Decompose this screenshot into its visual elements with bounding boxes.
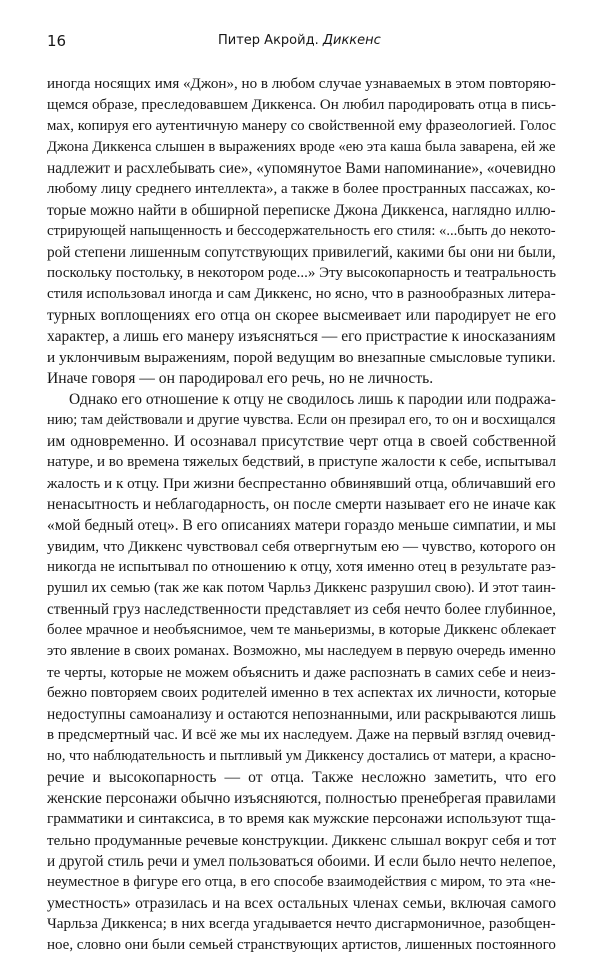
text-line: Джона Диккенса слышен в выражениях вроде «ею эта каша была заварена, ей же (47, 139, 556, 155)
running-header (0, 30, 600, 54)
text-line: им одновременно. И осознавал присутствие черт отца в своей собственной (47, 433, 556, 450)
running-head-title (218, 33, 381, 48)
text-line: и уклончивым выражениям, порой ведущим во внезапные смысловые тупики. (47, 349, 556, 366)
text-line: мах, копируя его аутентичную манеру со свойственной ему фразеологией. Голос (47, 118, 556, 134)
text-line: более мрачное и необъяснимое, чем те маньеризмы, в которые Диккенс облекает (47, 622, 556, 638)
text-line: женские персонажи обычно изъясняются, полностью пренебрегая правилами (47, 790, 556, 807)
text-line: те черты, которые не можем объяснить и даже распознать в самих себе и неиз- (47, 664, 556, 681)
text-line: стиля использовал иногда и сам Диккенс, но ясно, что в разнообразных литера- (47, 286, 556, 302)
text-line: рой степени лишенным сопутствующих привилегий, какими бы они ни были, (47, 244, 556, 261)
book-title: Диккенс (322, 33, 381, 48)
text-line: натуре, и во времена тяжелых бедствий, в приступе жалости к себе, испытывал (47, 454, 557, 470)
author-name: Питер Акройд. (218, 33, 319, 48)
paragraph (47, 389, 556, 956)
text-line: поскольку постольку, в некотором роде...» Эту высокопарность и театральность (47, 265, 557, 281)
text-line: Чарльза Диккенса; в них всегда угадывается нечто дисгармоничное, разобщен- (47, 916, 556, 932)
body-text (47, 74, 556, 956)
text-line: Однако его отношение к отцу не сводилось лишь к пародии или подража- (69, 391, 556, 408)
text-line: ненасытность и неблагодарность, он после смерти называет его не иначе как (47, 496, 556, 513)
text-line: любому лицу среднего интеллекта», а также в более пространных пассажах, ко- (47, 181, 556, 197)
text-line: торые можно найти в обширной переписке Джона Диккенса, наглядно иллю- (47, 202, 556, 219)
text-line: ное, словно они были семьей странствующих артистов, лишенных постоянного (47, 937, 556, 953)
text-line: но, что наблюдательность и пытливый ум Диккенсу достались от матери, а красно- (47, 748, 556, 764)
text-line: надлежит и расхлебывать сие», «упомянутое Вами напоминание», «очевидно (47, 160, 556, 177)
text-line: иногда носящих имя «Джон», но в любом случае узнаваемых в этом повторяю- (47, 76, 556, 92)
text-line: стрирующей напыщенность и бессодержательность его стиля: «...быть до некото- (47, 223, 556, 239)
text-line: недоступны самоанализу и остаются непознанными, или раскрываются лишь (47, 706, 556, 723)
text-line: «мой бедный отец». В его описаниях матери гораздо меньше симпатии, и мы (47, 517, 556, 534)
page-number: 16 (47, 32, 67, 50)
text-line: Иначе говоря — он пародировал его речь, но не личность. (47, 370, 434, 387)
text-line: характер, а лишь его манеру изъясняться — его пристрастие к иносказаниям (47, 328, 556, 345)
text-line: никогда не испытывал по отношению к отцу, хотя именно отец в результате раз- (47, 559, 556, 575)
text-line: рушил их семью (так же как потом Чарльз Диккенс разрушил свою). И этот таин- (47, 580, 556, 596)
text-line: уместность» отразилась и на всех остальных членах семьи, включая самого (47, 895, 556, 912)
text-line: турных воплощениях его отца он скорее высмеивает или пародирует не его (47, 307, 556, 324)
text-line: ственный груз наследственности представляет из себя нечто более глубинное, (47, 601, 556, 618)
text-line: речие и высокопарность — от отца. Также несложно заметить, что его (47, 769, 556, 786)
text-line: тельно продуманные речевые конструкции. Диккенс слышал вокруг себя и тот (47, 832, 557, 849)
text-line: неуместное в фигуре его отца, в его способе взаимодействия с миром, то эта «не- (47, 874, 556, 890)
text-line: бежно повторяем своих родителей именно в тех аспектах их личности, которые (47, 685, 557, 701)
text-line: жалость и к отцу. При жизни беспрестанно обвинявший отца, обличавший его (47, 475, 556, 492)
text-line: нию; там действовали и другие чувства. Если он презирал его, то он и восхищался (47, 412, 556, 428)
text-line: в предсмертный час. И всё же мы их наследуем. Даже на первый взгляд очевид- (47, 727, 556, 743)
paragraph (47, 74, 556, 389)
text-line: и другой стиль речи и умел пользоваться обоими. И если было нечто нелепое, (47, 853, 556, 870)
text-line: щемся образе, преследовавшем Диккенса. Он любил пародировать отца в пись- (47, 97, 556, 113)
text-line: увидим, что Диккенс чувствовал себя отвергнутым ею — чувство, которого он (47, 538, 556, 555)
text-line: это явление в своих романах. Возможно, мы наследуем в первую очередь именно (47, 643, 556, 659)
text-line: грамматики и синтаксиса, в то время как мужские персонажи используют тща- (47, 811, 556, 827)
